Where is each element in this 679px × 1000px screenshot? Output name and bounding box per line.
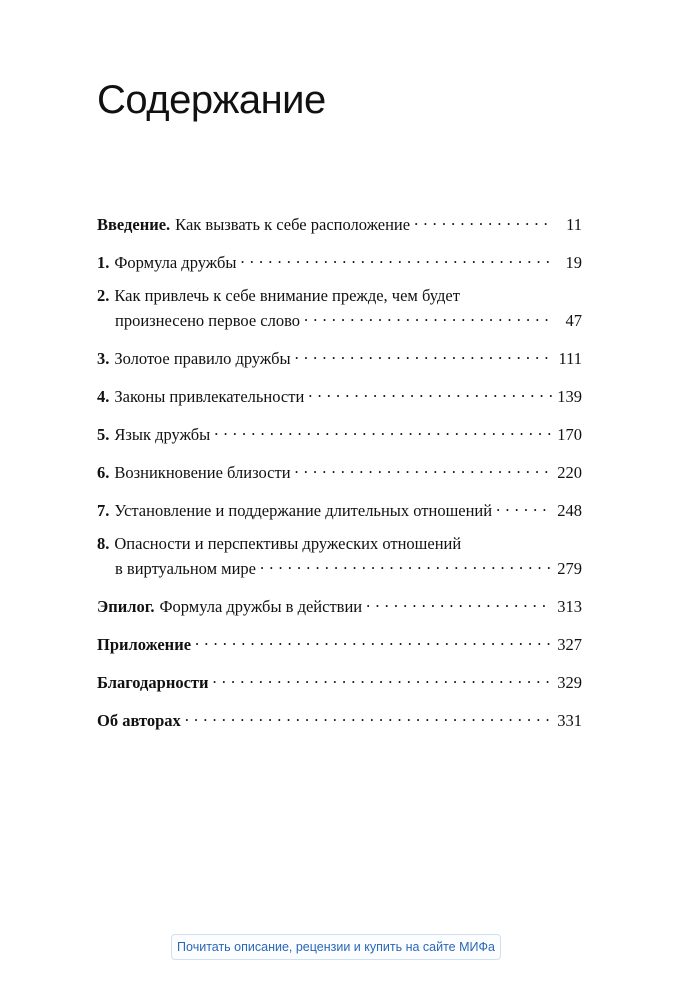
toc-entry-title: Законы привлекательности (114, 387, 305, 406)
toc-entry-chapter-6 (97, 458, 582, 483)
toc-entry-title-line-1: Как привлечь к себе внимание прежде, чем будет (114, 286, 460, 305)
dot-leader (214, 420, 552, 440)
toc-entry-lead: Эпилог. (97, 597, 155, 616)
toc-entry-about-authors (97, 706, 582, 731)
toc-page-number: 139 (557, 387, 582, 406)
dot-leader (496, 496, 552, 516)
toc-entry-chapter-8 (97, 534, 582, 579)
toc-entry-title: Золотое правило дружбы (114, 349, 291, 368)
dot-leader (414, 210, 552, 230)
toc-entry-lead: Введение. (97, 215, 171, 234)
toc-page-number: 329 (557, 673, 582, 692)
toc-entry-number: 6. (97, 463, 110, 482)
toc-entry-epilogue (97, 592, 582, 617)
toc-entry-chapter-4 (97, 382, 582, 407)
toc-entry-number: 7. (97, 501, 110, 520)
toc-entry-chapter-1 (97, 248, 582, 273)
toc-entry-title: Как вызвать к себе расположение (175, 215, 411, 234)
toc-entry-chapter-3 (97, 344, 582, 369)
toc-entry-number: 1. (97, 253, 110, 272)
dot-leader (195, 630, 552, 650)
toc-entry-title-line-2: произнесено первое слово (115, 311, 301, 330)
toc-entry-number: 3. (97, 349, 110, 368)
toc-page-number: 331 (557, 711, 582, 730)
dot-leader (240, 248, 552, 268)
toc-page-number: 11 (566, 215, 582, 234)
dot-leader (308, 382, 552, 402)
toc-entry-number: 5. (97, 425, 110, 444)
toc-page-number: 248 (557, 501, 582, 520)
toc-page-number: 19 (565, 253, 582, 272)
toc-entry-lead: Благодарности (97, 673, 209, 692)
toc-entry-title: Формула дружбы (114, 253, 237, 272)
toc-entry-lead: Приложение (97, 635, 192, 654)
toc-entry-title-line-1: Опасности и перспективы дружеских отношений (114, 534, 462, 553)
dot-leader (295, 344, 552, 364)
dot-leader (260, 554, 552, 574)
toc-page-number: 327 (557, 635, 582, 654)
toc-entry-number: 8. (97, 534, 110, 553)
toc-entry-number: 2. (97, 286, 110, 305)
toc-entry-title: Установление и поддержание длительных отношений (114, 501, 493, 520)
toc-entry-title: Возникновение близости (114, 463, 291, 482)
dot-leader (213, 668, 552, 688)
toc-page-number: 313 (557, 597, 582, 616)
toc-page-number: 47 (565, 311, 582, 330)
toc-page-number: 170 (557, 425, 582, 444)
toc-page-number: 220 (557, 463, 582, 482)
toc-page-number: 279 (557, 559, 582, 578)
table-of-contents (97, 210, 582, 744)
dot-leader (304, 306, 552, 326)
toc-entry-chapter-7 (97, 496, 582, 521)
toc-entry-introduction (97, 210, 582, 235)
toc-entry-title: Язык дружбы (114, 425, 211, 444)
toc-entry-chapter-5 (97, 420, 582, 445)
toc-entry-title-line-2: в виртуальном мире (115, 559, 256, 578)
toc-entry-number: 4. (97, 387, 110, 406)
dot-leader (185, 706, 552, 726)
toc-entry-appendix (97, 630, 582, 655)
toc-entry-lead: Об авторах (97, 711, 181, 730)
toc-entry-title: Формула дружбы в действии (159, 597, 363, 616)
toc-page-number: 111 (558, 349, 582, 368)
page-title: Содержание (97, 78, 326, 122)
dot-leader (295, 458, 552, 478)
toc-entry-chapter-2 (97, 286, 582, 331)
toc-entry-acknowledgements (97, 668, 582, 693)
dot-leader (366, 592, 552, 612)
read-description-link[interactable]: Почитать описание, рецензии и купить на сайте МИФа (171, 934, 501, 960)
